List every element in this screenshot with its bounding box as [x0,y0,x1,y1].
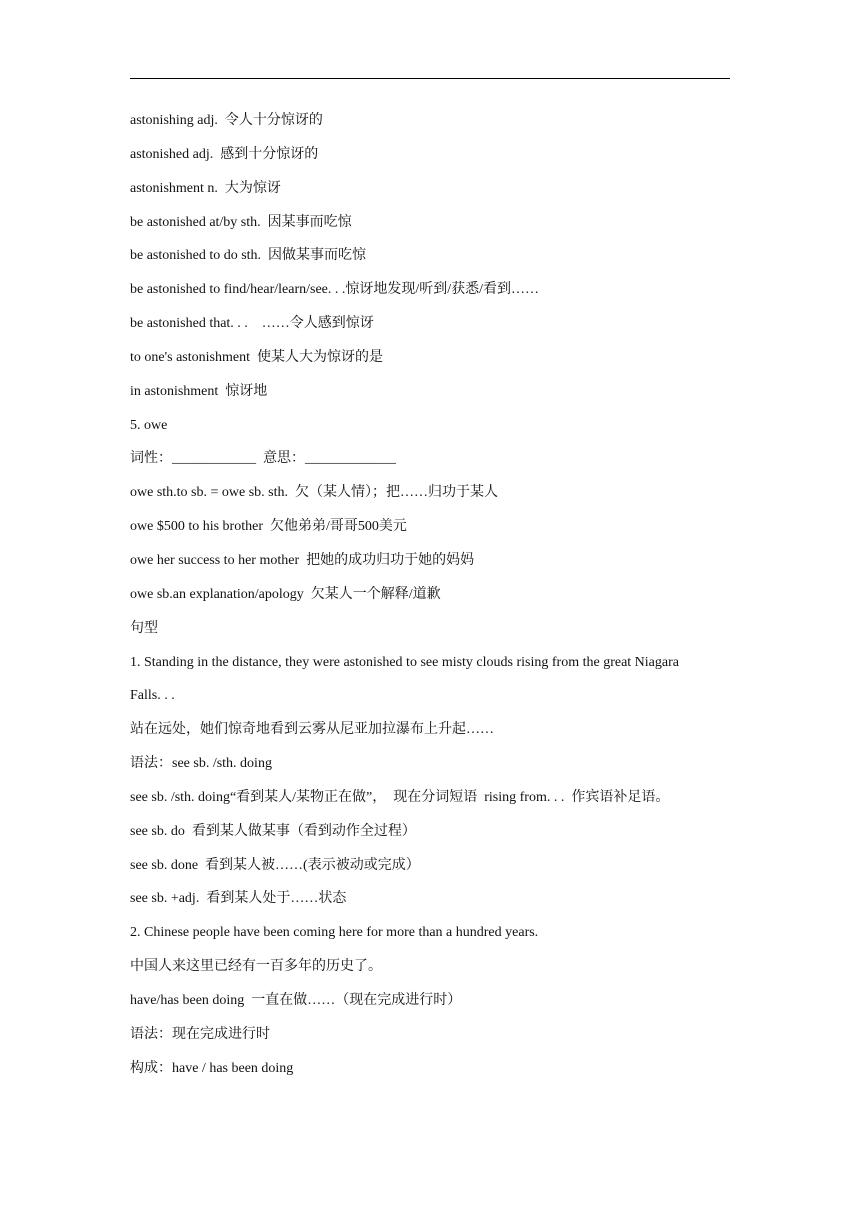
header-rule [130,78,730,79]
text-line: astonishing adj. 令人十分惊讶的 [130,113,323,128]
grammar-line: 语法：see sb. /sth. doing [130,756,272,772]
text-line: see sb. done 看到某人被……(表示被动或完成） [130,857,420,873]
text-line: be astonished to do sth. 因做某事而吃惊 [130,248,367,264]
text-line: have/has been doing 一直在做……（现在完成进行时） [130,992,462,1008]
text-line: owe $500 to his brother 欠他弟弟/哥哥500美元 [130,519,407,535]
text-line: in astonishment 惊讶地 [130,383,268,399]
text-line: see sb. do 看到某人做某事（看到动作全过程） [130,823,416,839]
text-line: astonishment n. 大为惊讶 [130,180,281,196]
grammar-line: 语法：现在完成进行时 [130,1026,270,1042]
text-line: be astonished to find/hear/learn/see. . .惊讶地发现/听到/获悉/看到…… [130,282,540,298]
example-sentence-continued: Falls. . . [130,688,175,704]
text-line: owe sth.to sb. = owe sb. sth. 欠（某人情）；把……归功于某人 [130,485,499,501]
example-sentence: 1. Standing in the distance, they were astonished to see misty clouds rising from the great Niagara [130,654,679,670]
translation-line: 中国人来这里已经有一百多年的历史了。 [130,959,382,975]
text-line: owe her success to her mother 把她的成功归功于她的妈妈 [130,552,475,568]
text-line: be astonished that. . . ……令人感到惊讶 [130,316,374,332]
example-sentence: 2. Chinese people have been coming here for more than a hundred years. [130,925,539,941]
document-body [130,104,730,1085]
structure-line: 构成：have / has been doing [130,1060,294,1076]
section-heading: 句型 [130,620,158,636]
text-line: astonished adj. 感到十分惊讶的 [130,146,319,162]
text-line: be astonished at/by sth. 因某事而吃惊 [130,214,352,230]
translation-line: 站在远处，她们惊奇地看到云雾从尼亚加拉瀑布上升起…… [130,722,494,738]
text-line: to one's astonishment 使某人大为惊讶的是 [130,349,383,365]
section-heading: 5. owe [130,417,168,433]
fill-in-blank-line: 词性：____________ 意思：_____________ [130,451,396,467]
text-line: see sb. +adj. 看到某人处于……状态 [130,891,347,907]
text-line: see sb. /sth. doing“看到某人/某物正在做”， 现在分词短语 rising from. . . 作宾语补足语。 [130,789,670,805]
text-line: owe sb.an explanation/apology 欠某人一个解释/道歉 [130,586,441,602]
